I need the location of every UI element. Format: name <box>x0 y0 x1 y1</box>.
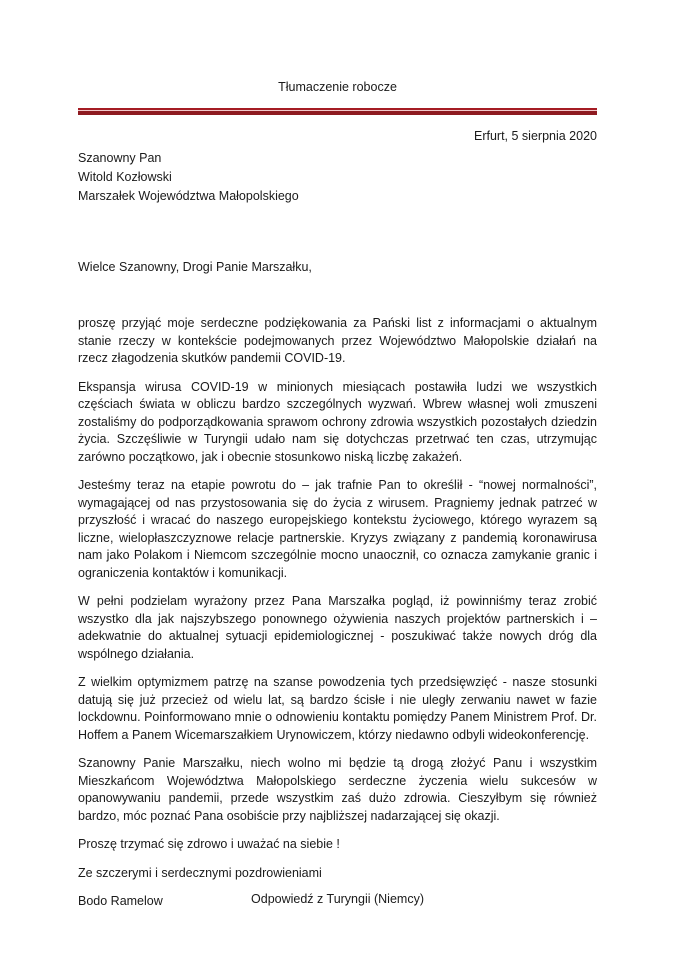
recipient-line: Szanowny Pan <box>78 151 162 165</box>
recipient-name: Witold Kozłowski <box>78 170 172 184</box>
recipient-title: Marszałek Województwa Małopolskiego <box>78 189 299 203</box>
header-rule-thick <box>78 111 597 115</box>
recipient-block <box>78 149 299 206</box>
paragraph: Jesteśmy teraz na etapie powrotu do – jak trafnie Pan to określił - “nowej normalności”, wymagającej od nas przystosowania się do życia z wirusem. Pragniemy jednak patrzeć w przyszłość i wracać do naszego europejskiego kontekstu życiowego, którego wyrazem są liczne, wielopłaszczyznowe relacje partnerskie. Kryzys związany z pandemią koronawirusa nam jako Polakom i Niemcom szczególnie mocno unaocznił, co oznacza zamykanie granic i ograniczenia kontaktów i komunikacji. <box>78 478 597 580</box>
paragraph: Z wielkim optymizmem patrzę na szanse powodzenia tych przedsięwzięć - nasze stosunki datują się już przecież od wielu lat, są bardzo ścisłe i nie uległy zerwaniu nawet w fazie lockdownu. Poinformowano mnie o odnowieniu kontaktu pomiędzy Panem Ministrem Prof. Dr. Hoffem a Panem Wicemarszałkiem Urynowiczem, którzy niedawno odbyli wideokonferencję. <box>78 675 597 742</box>
letter-body <box>78 315 597 922</box>
header-title: Tłumaczenie robocze <box>278 80 397 94</box>
salutation: Wielce Szanowny, Drogi Panie Marszałku, <box>78 260 312 274</box>
paragraph: proszę przyjąć moje serdeczne podziękowania za Pański list z informacjami o aktualnym stanie rzeczy w kontekście podejmowanych przez Województwo Małopolskie działań na rzecz złagodzenia skutków pandemii COVID-19. <box>78 316 597 365</box>
paragraph: Ekspansja wirusa COVID-19 w minionych miesiącach postawiła ludzi we wszystkich częściach świata w obliczu bardzo szczególnych wyzwań. Wbrew własnej woli zmuszeni zostaliśmy do podporządkowania sprawom ochrony zdrowia wszystkich pozostałych dziedzin życia. Szczęśliwie w Turyngii udało nam się dotychczas przetrwać ten czas, utrzymując zarówno początkowo, jak i obecnie stosunkowo niską liczbę zakażeń. <box>78 379 597 464</box>
paragraph: Szanowny Panie Marszałku, niech wolno mi będzie tą drogą złożyć Panu i wszystkim Mieszkańcom Województwa Małopolskiego serdeczne życzenia wielu sukcesów w opanowywaniu pandemii, przede wszystkim zaś dużo zdrowia. Cieszyłbym się również bardzo, móc poznać Pana osobiście przy najbliższej nadarzającej się okazji. <box>78 756 597 823</box>
paragraph: W pełni podzielam wyrażony przez Pana Marszałka pogląd, iż powinniśmy teraz zrobić wszystko dla jak najszybszego ponownego ożywienia naszych projektów partnerskich i – adekwatnie do aktualnej sytuacji epidemiologicznej - poszukiwać także nowych dróg dla wspólnego działania. <box>78 594 597 661</box>
place-date: Erfurt, 5 sierpnia 2020 <box>474 129 597 143</box>
paragraph-farewell: Proszę trzymać się zdrowo i uważać na siebie ! <box>78 837 340 851</box>
header-double-rule <box>78 108 597 116</box>
signature: Bodo Ramelow <box>78 894 163 908</box>
closing: Ze szczerymi i serdecznymi pozdrowieniami <box>78 865 322 880</box>
footer-note: Odpowiedź z Turyngii (Niemcy) <box>251 892 424 906</box>
